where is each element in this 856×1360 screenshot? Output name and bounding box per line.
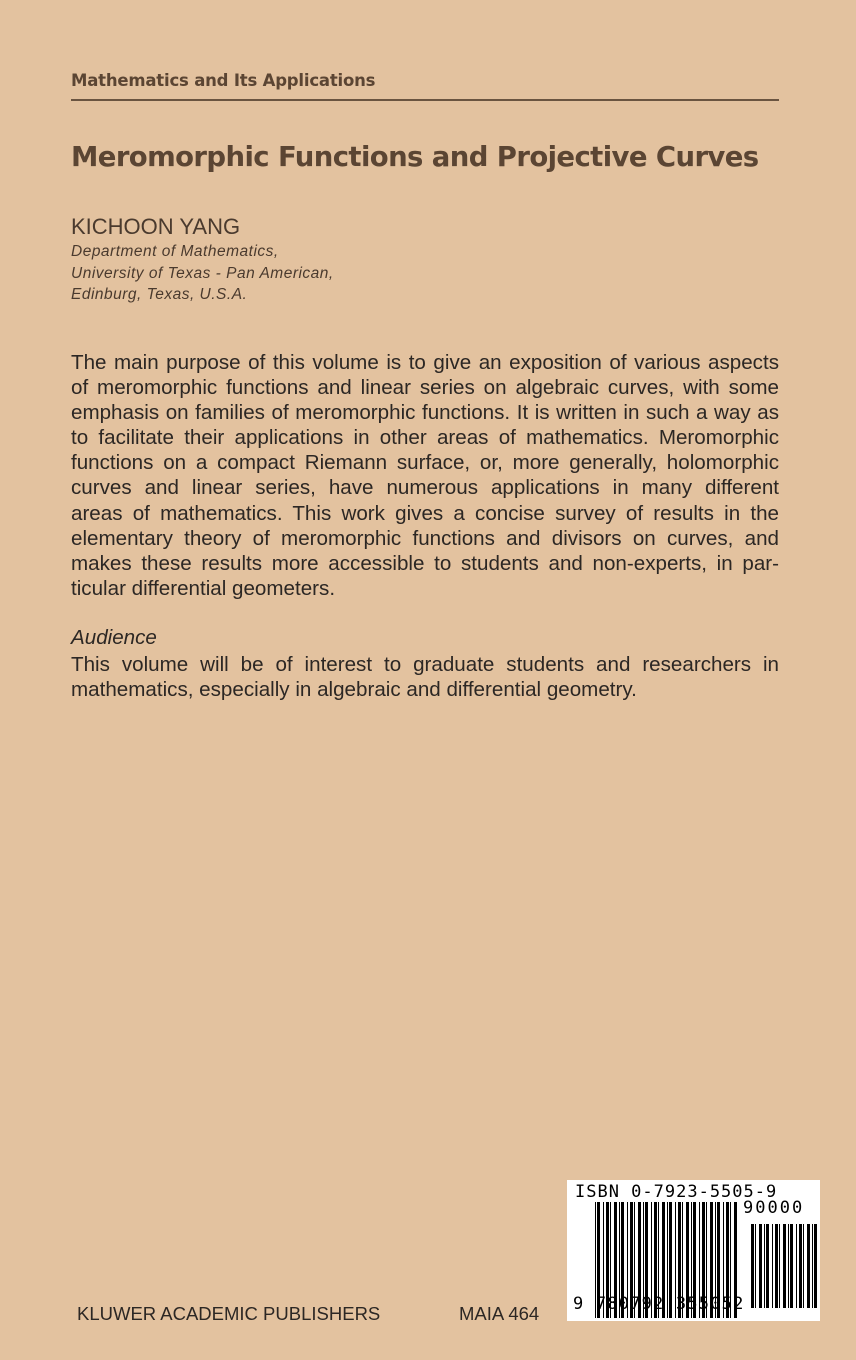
- barcode-bar: [788, 1224, 789, 1308]
- barcode-bar: [779, 1224, 780, 1308]
- text-line: ticular differential geometers.: [71, 576, 336, 600]
- text-line: The main purpose of this volume is to give an exposition of various aspects: [71, 351, 779, 374]
- audience-text: [71, 652, 779, 702]
- author-affiliation: [71, 241, 334, 306]
- price-addon: 90000: [743, 1198, 805, 1218]
- series-name: Mathematics and Its Applications: [71, 71, 376, 90]
- text-line: areas of mathematics. This work gives a concise survey of results in the: [71, 501, 779, 525]
- barcode-bar: [812, 1224, 813, 1308]
- affiliation-line: Department of Mathematics,: [71, 243, 279, 260]
- text-line: of meromorphic functions and linear series on algebraic curves, with some: [71, 376, 779, 400]
- audience-heading: Audience: [71, 626, 157, 649]
- isbn-barcode: [567, 1180, 820, 1321]
- series-code: MAIA 464: [459, 1303, 540, 1324]
- ean-number: 9 780792 355052: [573, 1294, 745, 1314]
- isbn-text: ISBN 0-7923-5505-9: [575, 1182, 778, 1202]
- barcode-bar: [766, 1224, 769, 1308]
- barcode-bar: [764, 1224, 765, 1308]
- barcode-bar: [775, 1224, 778, 1308]
- text-line: curves and linear series, have numerous applications in many different: [71, 476, 779, 500]
- barcode-bar: [799, 1224, 802, 1308]
- description: [71, 350, 779, 601]
- barcode-bar: [803, 1224, 804, 1308]
- text-line: mathematics, especially in algebraic and differential geometry.: [71, 678, 637, 702]
- text-line: to facilitate their applications in other areas of mathematics. Meromorphic: [71, 426, 779, 450]
- author-name: KICHOON YANG: [71, 214, 241, 239]
- text-line: emphasis on families of meromorphic functions. It is written in such a way as: [71, 401, 779, 425]
- affiliation-line: University of Texas - Pan American,: [71, 264, 334, 282]
- header-rule: [71, 99, 779, 101]
- text-line: This volume will be of interest to graduate students and researchers in: [71, 653, 779, 676]
- text-line: elementary theory of meromorphic functions and divisors on curves, and: [71, 526, 779, 550]
- barcode-bar: [796, 1224, 797, 1308]
- barcode-bar: [751, 1224, 754, 1308]
- barcode-bar: [772, 1224, 773, 1308]
- publisher: KLUWER ACADEMIC PUBLISHERS: [77, 1303, 381, 1324]
- text-line: makes these results more accessible to students and non-experts, in par-: [71, 551, 779, 575]
- text-line: functions on a compact Riemann surface, or, more generally, holomorphic: [71, 451, 779, 475]
- barcode-bar: [790, 1224, 793, 1308]
- barcode-bar: [783, 1224, 786, 1308]
- book-title: Meromorphic Functions and Projective Curves: [71, 141, 759, 173]
- affiliation-line: Edinburg, Texas, U.S.A.: [71, 286, 248, 303]
- barcode-bar: [755, 1224, 756, 1308]
- barcode-bar: [814, 1224, 817, 1308]
- barcode-bar: [759, 1224, 762, 1308]
- barcode-bar: [807, 1224, 810, 1308]
